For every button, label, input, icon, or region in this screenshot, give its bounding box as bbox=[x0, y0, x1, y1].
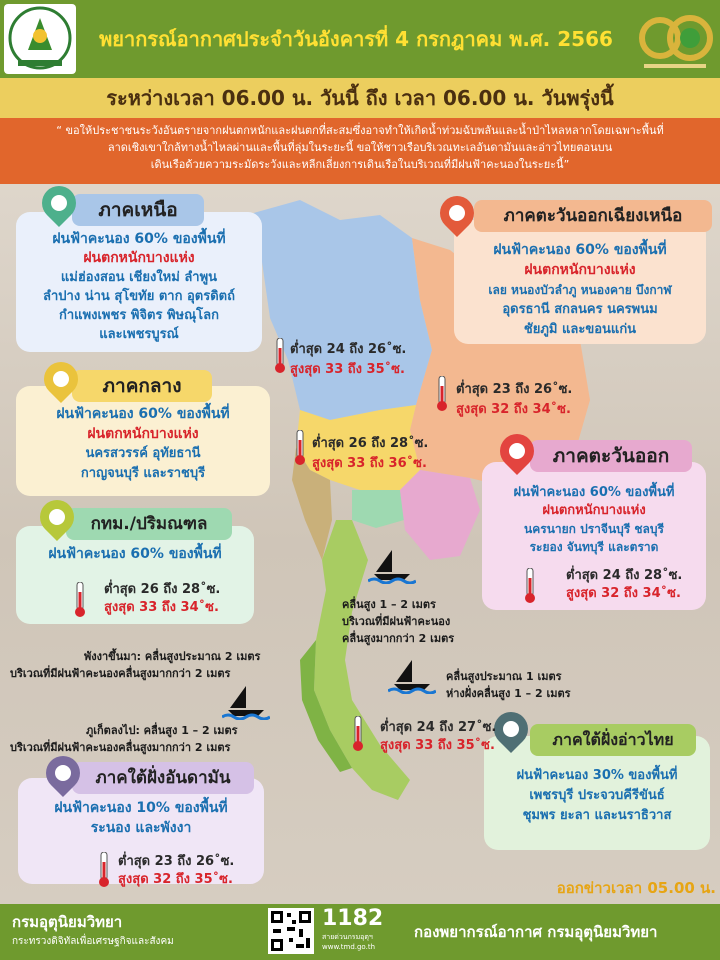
central-line-4: กาญจนบุรี และราชบุรี bbox=[80, 466, 206, 481]
gulf-lower-boat-icon bbox=[388, 658, 436, 694]
northeast-thermometer-icon bbox=[436, 376, 448, 412]
north-line-1: ฝนฟ้าคะนอง 60% ของพื้นที่ bbox=[52, 231, 226, 247]
gulf-upper-wave-2: บริเวณที่มีฝนฟ้าคะนอง bbox=[342, 615, 451, 628]
andaman-lower-wave-1: ภูเก็ตลงไป: คลื่นสูง 1 – 2 เมตร bbox=[86, 724, 238, 737]
map-east-region bbox=[400, 470, 480, 560]
bangkok-temp-min: ต่ำสุด 26 ถึง 28˚ซ. bbox=[104, 582, 221, 597]
warning-line-2: ลาดเชิงเขาใกล้ทางน้ำไหลผ่านและพื้นที่ลุ่มในระยะนี้ ขอให้ชาวเรือบริเวณทะเลอันดามันและอ่าวไทยตอนบน bbox=[107, 141, 613, 154]
warning-line-3: เดินเรือด้วยความระมัดระวังและหลีกเลี่ยงการเดินเรือในบริเวณที่มีฝนฟ้าคะนองในระยะนี้” bbox=[150, 158, 570, 171]
hotline-caption: สายด่วนกรมอุตุฯ bbox=[322, 933, 373, 941]
website-link[interactable]: www.tmd.go.th bbox=[322, 943, 375, 951]
andaman-temp-max: สูงสุด 32 ถึง 35˚ซ. bbox=[118, 872, 233, 887]
north-line-6: และเพชรบูรณ์ bbox=[99, 327, 179, 342]
gulf-thermometer-icon bbox=[352, 716, 364, 752]
east-temp-max: สูงสุด 32 ถึง 34˚ซ. bbox=[566, 586, 681, 601]
gulf-temp-min: ต่ำสุด 24 ถึง 27˚ซ. bbox=[380, 720, 497, 735]
andaman-lower-wave-2: บริเวณที่มีฝนฟ้าคะนองคลื่นสูงมากกว่า 2 เมตร bbox=[10, 741, 231, 754]
central-thermometer-icon bbox=[294, 430, 306, 466]
gulf-region-label: ภาคใต้ฝั่งอ่าวไทย bbox=[530, 724, 696, 756]
tmd-logo bbox=[4, 4, 76, 74]
central-line-3: นครสวรรค์ อุทัยธานี bbox=[85, 446, 201, 461]
warning-banner bbox=[0, 118, 720, 184]
hotline-number: 1182 bbox=[322, 906, 384, 931]
page-title: พยากรณ์อากาศประจำวันอังคารที่ 4 กรกฎาคม พ.ศ. 2566 bbox=[99, 27, 613, 51]
gulf-temp-max: สูงสุด 33 ถึง 35˚ซ. bbox=[380, 738, 495, 753]
central-temp-min: ต่ำสุด 26 ถึง 28˚ซ. bbox=[312, 436, 429, 451]
footer-ministry: กระทรวงดิจิทัลเพื่อเศรษฐกิจและสังคม bbox=[12, 936, 174, 947]
northeast-forecast-box bbox=[454, 220, 706, 344]
gulf-upper-wave-3: คลื่นสูงมากกว่า 2 เมตร bbox=[342, 632, 455, 645]
northeast-temp-max: สูงสุด 32 ถึง 34˚ซ. bbox=[456, 402, 571, 417]
bangkok-region-label: กทม./ปริมณฑล bbox=[66, 508, 232, 540]
northeast-region-label: ภาคตะวันออกเฉียงเหนือ bbox=[474, 200, 712, 232]
andaman-line-2: ระนอง และพังงา bbox=[90, 820, 192, 836]
central-line-1: ฝนฟ้าคะนอง 60% ของพื้นที่ bbox=[56, 406, 230, 422]
north-temp-min: ต่ำสุด 24 ถึง 26˚ซ. bbox=[290, 342, 407, 357]
warning-line-1: “ ขอให้ประชาชนระวังอันตรายจากฝนตกหนักและฝนตกที่สะสมซึ่งอาจทำให้เกิดน้ำท่วมฉับพลันและน้ำป่าไหลหลากโดยเฉพาะพื้นที่ bbox=[56, 124, 664, 137]
central-line-2: ฝนตกหนักบางแห่ง bbox=[87, 426, 199, 442]
central-forecast-box bbox=[16, 386, 270, 496]
gulf-upper-boat-icon bbox=[368, 548, 416, 584]
andaman-region-label: ภาคใต้ฝั่งอันดามัน bbox=[72, 762, 254, 794]
gulf-lower-wave-2: ห่างฝั่งคลื่นสูง 1 – 2 เมตร bbox=[446, 687, 571, 700]
andaman-temp-min: ต่ำสุด 23 ถึง 26˚ซ. bbox=[118, 854, 235, 869]
northeast-temp-min: ต่ำสุด 23 ถึง 26˚ซ. bbox=[456, 382, 573, 397]
footer-bar bbox=[0, 904, 720, 960]
east-line-4: ระยอง จันทบุรี และตราด bbox=[529, 540, 659, 554]
northeast-line-3: เลย หนองบัวลำภู หนองคาย บึงกาฬ bbox=[488, 283, 672, 297]
gulf-upper-wave-1: คลื่นสูง 1 – 2 เมตร bbox=[342, 598, 436, 611]
gulf-line-1: ฝนฟ้าคะนอง 30% ของพื้นที่ bbox=[516, 768, 678, 783]
anniversary-80-logo bbox=[634, 4, 716, 74]
north-line-2: ฝนตกหนักบางแห่ง bbox=[83, 250, 195, 266]
northeast-line-5: ชัยภูมิ และขอนแก่น bbox=[523, 322, 637, 337]
andaman-thermometer-icon bbox=[98, 852, 110, 888]
andaman-line-1: ฝนฟ้าคะนอง 10% ของพื้นที่ bbox=[54, 800, 228, 816]
north-forecast-box bbox=[16, 212, 262, 352]
footer-division: กองพยากรณ์อากาศ กรมอุตุนิยมวิทยา bbox=[414, 923, 658, 941]
footer-org-name: กรมอุตุนิยมวิทยา bbox=[12, 913, 123, 931]
bangkok-temp-max: สูงสุด 33 ถึง 34˚ซ. bbox=[104, 600, 219, 615]
northeast-line-2: ฝนตกหนักบางแห่ง bbox=[524, 262, 636, 278]
bangkok-line-1: ฝนฟ้าคะนอง 60% ของพื้นที่ bbox=[48, 546, 222, 562]
east-line-1: ฝนฟ้าคะนอง 60% ของพื้นที่ bbox=[513, 485, 675, 500]
map-bangkok-region bbox=[352, 490, 404, 528]
andaman-upper-wave-2: บริเวณที่มีฝนฟ้าคะนองคลื่นสูงมากกว่า 2 เมตร bbox=[10, 667, 231, 680]
east-thermometer-icon bbox=[524, 568, 536, 604]
north-thermometer-icon bbox=[274, 338, 286, 374]
east-region-label: ภาคตะวันออก bbox=[530, 440, 692, 472]
andaman-boat-icon bbox=[222, 684, 270, 720]
issue-time: ออกข่าวเวลา 05.00 น. bbox=[556, 879, 716, 897]
north-temp-max: สูงสุด 33 ถึง 35˚ซ. bbox=[290, 362, 405, 377]
north-region-label: ภาคเหนือ bbox=[72, 194, 204, 226]
north-line-3: แม่ฮ่องสอน เชียงใหม่ ลำพูน bbox=[60, 270, 218, 285]
east-line-3: นครนายก ปราจีนบุรี ชลบุรี bbox=[524, 522, 664, 536]
map-north-region bbox=[250, 200, 432, 420]
north-line-4: ลำปาง น่าน สุโขทัย ตาก อุตรดิตถ์ bbox=[43, 289, 235, 304]
bangkok-thermometer-icon bbox=[74, 582, 86, 618]
gulf-line-2: เพชรบุรี ประจวบคีรีขันธ์ bbox=[529, 788, 665, 803]
east-line-2: ฝนตกหนักบางแห่ง bbox=[542, 503, 646, 518]
northeast-line-1: ฝนฟ้าคะนอง 60% ของพื้นที่ bbox=[493, 242, 667, 258]
gulf-line-3: ชุมพร ยะลา และนราธิวาส bbox=[522, 808, 672, 823]
north-line-5: กำแพงเพชร พิจิตร พิษณุโลก bbox=[59, 308, 219, 323]
andaman-upper-wave-1: พังงาขึ้นมา: คลื่นสูงประมาณ 2 เมตร bbox=[84, 650, 261, 663]
central-temp-max: สูงสุด 33 ถึง 36˚ซ. bbox=[312, 456, 427, 471]
east-temp-min: ต่ำสุด 24 ถึง 28˚ซ. bbox=[566, 568, 683, 583]
qr-code-icon[interactable] bbox=[268, 908, 314, 954]
gulf-lower-wave-1: คลื่นสูงประมาณ 1 เมตร bbox=[446, 670, 562, 683]
forecast-period: ระหว่างเวลา 06.00 น. วันนี้ ถึง เวลา 06.00 น. วันพรุ่งนี้ bbox=[0, 78, 720, 118]
northeast-line-4: อุดรธานี สกลนคร นครพนม bbox=[502, 302, 658, 317]
central-region-label: ภาคกลาง bbox=[72, 370, 212, 402]
